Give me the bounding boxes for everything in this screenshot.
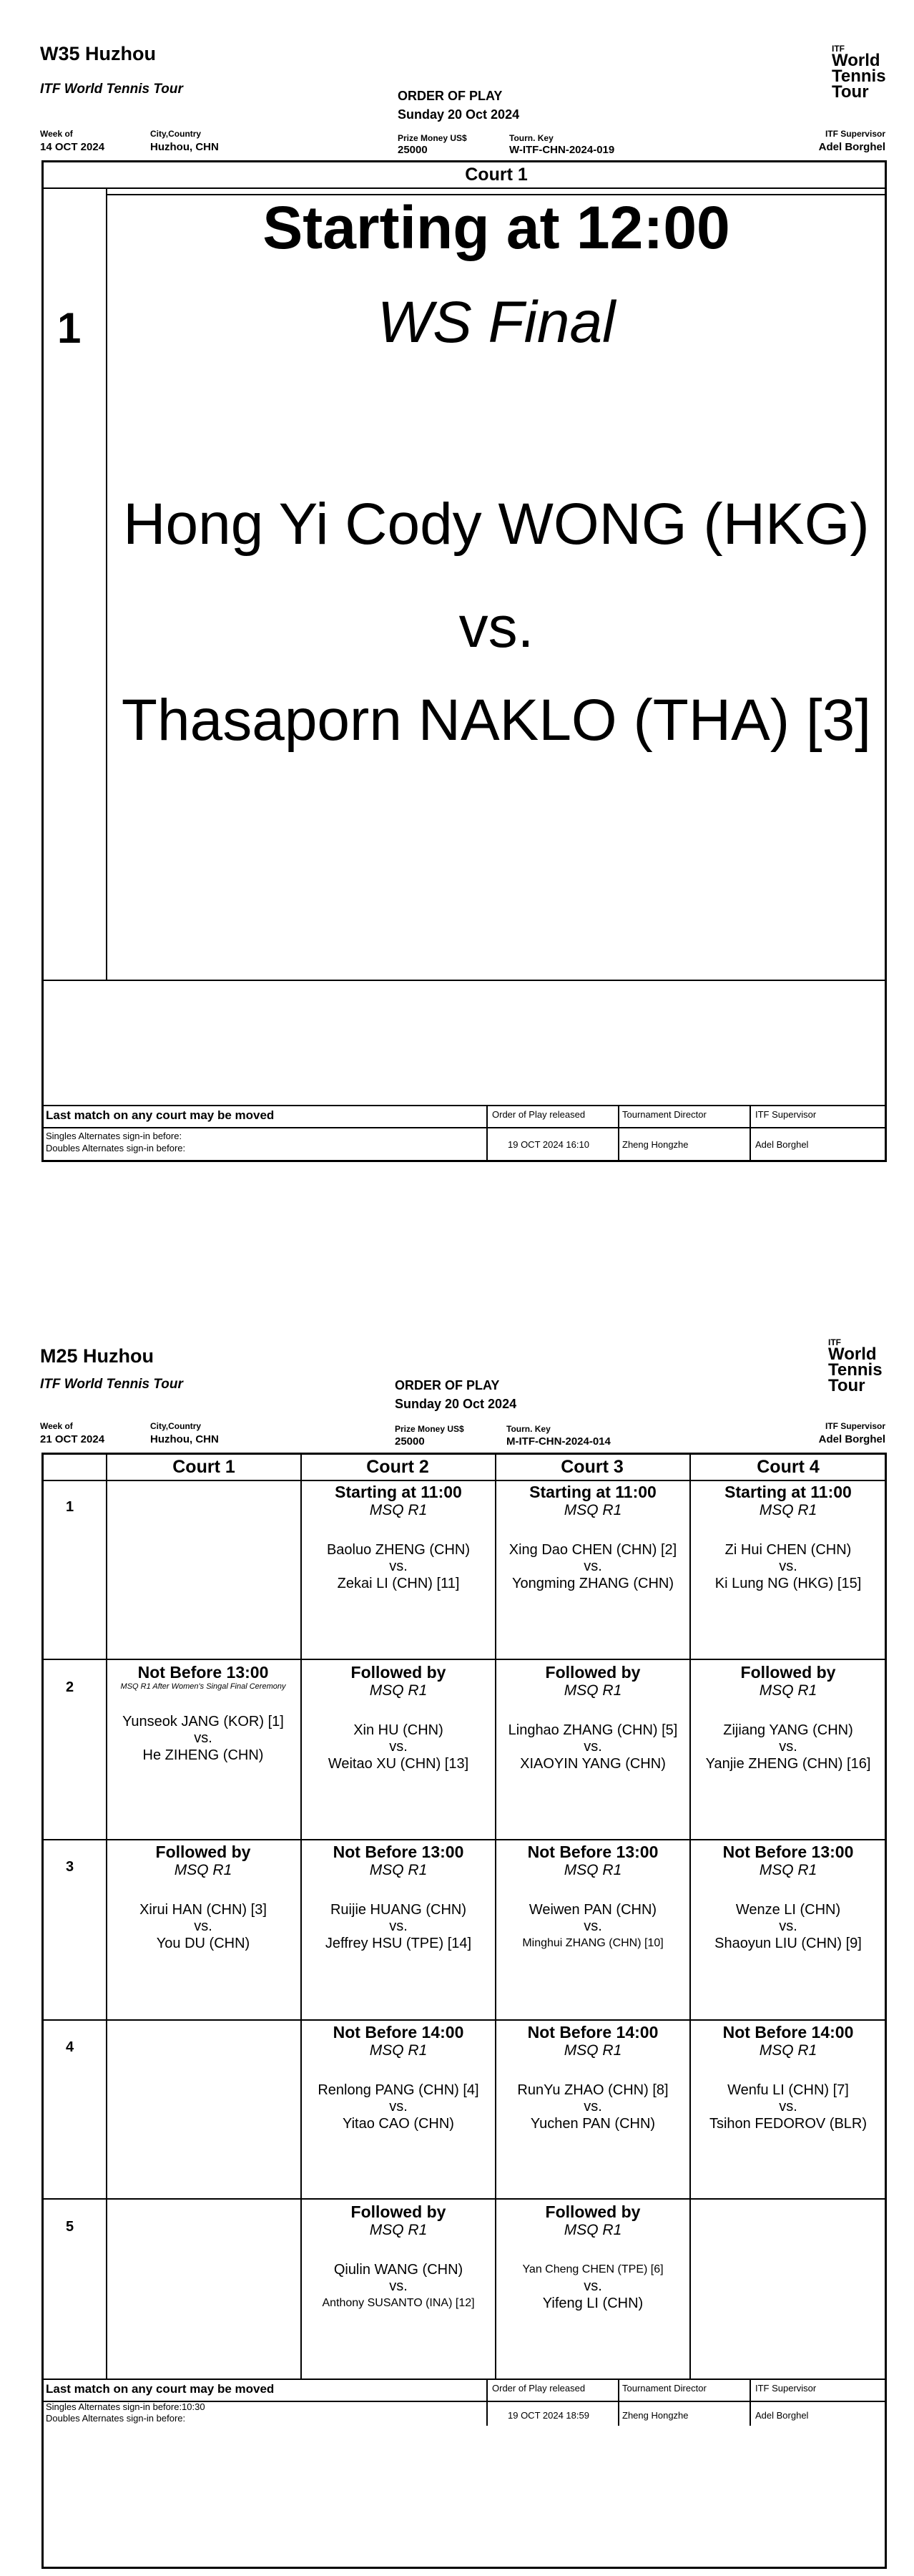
player-1-name: Wenze LI (CHN): [735, 1902, 841, 1918]
player-1-name: Xirui HAN (CHN) [3]: [139, 1902, 267, 1918]
w35-logo-line2: Tennis: [832, 67, 886, 86]
player-2-name: Zekai LI (CHN) [11]: [337, 1576, 460, 1591]
match-event: MSQ R1: [369, 2222, 428, 2238]
m25-logo-itf: ITF: [828, 1337, 841, 1347]
match-cell: [302, 2202, 495, 2312]
w35-key-value: W-ITF-CHN-2024-019: [509, 144, 615, 156]
vs-label: vs.: [584, 1558, 602, 1574]
m25-itf-world-tennis-tour-logo: [828, 1338, 883, 1394]
match-start-time: Followed by: [350, 1663, 446, 1682]
m25-last-match-note: Last match on any court may be moved: [46, 2382, 275, 2396]
match-event: MSQ R1: [174, 1862, 232, 1878]
match-cell: [691, 2202, 885, 2261]
vs-label: vs.: [584, 1918, 602, 1934]
match-start-time: Followed by: [545, 2202, 641, 2221]
cell-spacer: [496, 2060, 689, 2082]
player-2-name: Yuchen PAN (CHN): [530, 2116, 656, 2132]
player-2-name: Yitao CAO (CHN): [343, 2116, 454, 2132]
match-event: [107, 2041, 299, 2060]
vs-label: vs.: [779, 1558, 797, 1574]
m25-row-number-5: 5: [66, 2219, 74, 2235]
m25-row-number-4: 4: [66, 2039, 74, 2055]
m25-sup-label-footer: ITF Supervisor: [755, 2383, 817, 2394]
match-cell: [302, 1663, 495, 1772]
m25-court-header-2: Court 2: [366, 1457, 429, 1477]
m25-city-label: City,Country: [150, 1421, 202, 1431]
w35-sup-value-footer: Adel Borghel: [755, 1139, 809, 1150]
player-1-name: Xing Dao CHEN (CHN) [2]: [508, 1542, 677, 1558]
match-start-time: Followed by: [350, 2202, 446, 2221]
vs-label: vs.: [779, 2099, 797, 2114]
match-cell: [691, 1843, 885, 1952]
match-start-time: Followed by: [740, 1663, 836, 1682]
vs-label: vs.: [779, 1739, 797, 1755]
match-cell: [302, 1483, 495, 1592]
m25-doubles-alternates: Doubles Alternates sign-in before:: [46, 2413, 186, 2424]
match-start-time: [107, 2202, 299, 2221]
w35-tournament-title: W35 Huzhou: [40, 43, 156, 64]
player-2-name: Ki Lung NG (HKG) [15]: [714, 1576, 862, 1591]
vs-label: vs.: [584, 2099, 602, 2114]
match-start-time: Starting at 11:00: [529, 1483, 657, 1501]
player-2-name: He ZIHENG (CHN): [142, 1747, 264, 1763]
vs-label: vs.: [194, 1918, 212, 1934]
m25-court-header-1: Court 1: [172, 1457, 235, 1477]
match-start-time: Followed by: [545, 1663, 641, 1682]
match-event: [691, 2221, 885, 2240]
w35-court-header: Court 1: [465, 165, 528, 185]
player-2-name: Yifeng LI (CHN): [542, 2296, 644, 2311]
match-cell: [691, 1663, 885, 1772]
match-event: MSQ R1: [564, 1502, 622, 1518]
itf-world-tennis-tour-logo: [832, 44, 886, 100]
match-cell: [107, 1843, 299, 1952]
player-2-name: Shaoyun LIU (CHN) [9]: [714, 1936, 862, 1951]
m25-key-label: Tourn. Key: [506, 1424, 551, 1434]
match-event: MSQ R1: [369, 1502, 428, 1518]
match-event: MSQ R1: [564, 2222, 622, 2238]
cell-spacer: [302, 1700, 495, 1722]
match-event: MSQ R1: [759, 2042, 817, 2059]
player-1-name: Ruijie HUANG (CHN): [330, 1902, 466, 1918]
m25-prize-label: Prize Money US$: [395, 1424, 464, 1434]
cell-spacer: [496, 1880, 689, 1901]
match-cell: [107, 1663, 299, 1764]
player-2-name: XIAOYIN YANG (CHN): [520, 1756, 666, 1772]
match-cell: [302, 2023, 495, 2132]
cell-spacer: [302, 2240, 495, 2261]
w35-player-2: Thasaporn NAKLO (THA) [3]: [121, 688, 872, 753]
match-start-time: Starting at 11:00: [724, 1483, 852, 1501]
match-cell: [107, 2202, 299, 2261]
cell-spacer: [302, 2060, 495, 2082]
match-event: MSQ R1: [564, 1862, 622, 1878]
w35-supervisor-label: ITF Supervisor: [825, 129, 885, 139]
match-start-time: Starting at 11:00: [335, 1483, 462, 1501]
match-start-time: Not Before 13:00: [137, 1663, 269, 1682]
m25-court-header-3: Court 3: [561, 1457, 624, 1477]
w35-logo-itf: ITF: [832, 44, 845, 54]
player-1-name: Zijiang YANG (CHN): [723, 1722, 853, 1738]
match-note: MSQ R1 After Women's Singal Final Ceremony: [120, 1682, 286, 1691]
vs-label: vs.: [389, 1558, 408, 1574]
match-cell: [496, 1843, 689, 1952]
match-start-time: Not Before 13:00: [527, 1843, 659, 1861]
w35-supervisor-value: Adel Borghel: [818, 141, 885, 153]
w35-footer-top-line: [41, 1105, 887, 1106]
player-1-name: Baoluo ZHENG (CHN): [326, 1542, 471, 1558]
w35-footer-divider-3: [750, 1105, 751, 1162]
player-1-name: Weiwen PAN (CHN): [529, 1902, 657, 1918]
cell-spacer: [302, 1520, 495, 1541]
m25-supervisor-value: Adel Borghel: [818, 1433, 885, 1445]
w35-footer-divider-2: [618, 1105, 619, 1162]
m25-court-header-4: Court 4: [757, 1457, 820, 1477]
m25-footer-divider-2: [618, 2379, 619, 2426]
match-start-time: Not Before 13:00: [333, 1843, 464, 1861]
match-cell: [107, 1483, 299, 1541]
m25-logo-line3: Tour: [828, 1376, 865, 1395]
w35-event-name: WS Final: [377, 290, 616, 355]
m25-week-value: 21 OCT 2024: [40, 1433, 105, 1445]
w35-singles-alternates: Singles Alternates sign-in before:: [46, 1131, 182, 1141]
cell-spacer: [691, 1700, 885, 1722]
cell-spacer: [107, 2240, 299, 2261]
w35-row-number: 1: [57, 304, 82, 352]
player-1-name: Zi Hui CHEN (CHN): [724, 1542, 852, 1558]
w35-vs-label: vs.: [458, 595, 534, 660]
player-1-name: Xin HU (CHN): [353, 1722, 443, 1738]
match-start-time: Followed by: [155, 1843, 251, 1861]
match-event: [107, 1501, 299, 1520]
match-event: MSQ R1: [564, 1682, 622, 1699]
player-2-name: Minghui ZHANG (CHN) [10]: [522, 1937, 664, 1949]
m25-singles-alternates: Singles Alternates sign-in before:10:30: [46, 2401, 205, 2412]
w35-key-label: Tourn. Key: [509, 133, 554, 143]
w35-sup-label-footer: ITF Supervisor: [755, 1109, 817, 1120]
vs-label: vs.: [389, 1739, 408, 1755]
w35-oop-title: ORDER OF PLAY: [398, 89, 503, 103]
match-start-time: [107, 1483, 299, 1501]
match-cell: [302, 1843, 495, 1952]
cell-spacer: [691, 1880, 885, 1901]
vs-label: vs.: [194, 1730, 212, 1746]
w35-last-match-note: Last match on any court may be moved: [46, 1108, 275, 1122]
m25-footer-divider-3: [750, 2379, 751, 2426]
player-2-name: Anthony SUSANTO (INA) [12]: [322, 2297, 475, 2309]
m25-td-value: Zheng Hongzhe: [622, 2410, 689, 2421]
w35-prize-label: Prize Money US$: [398, 133, 467, 143]
player-1-name: Qiulin WANG (CHN): [333, 2262, 463, 2278]
match-cell: [691, 1483, 885, 1592]
match-event: MSQ R1: [369, 1862, 428, 1878]
cell-spacer: [107, 1520, 299, 1541]
cell-spacer: [107, 1692, 299, 1713]
match-start-time: [691, 2202, 885, 2221]
w35-released-label: Order of Play released: [492, 1109, 586, 1120]
cell-spacer: [302, 1880, 495, 1901]
match-event: MSQ R1: [564, 2042, 622, 2059]
m25-order-of-play-sheet: [0, 1317, 914, 2562]
w35-week-value: 14 OCT 2024: [40, 141, 105, 153]
m25-oop-title: ORDER OF PLAY: [395, 1378, 500, 1392]
cell-spacer: [691, 2240, 885, 2261]
m25-week-label: Week of: [40, 1421, 73, 1431]
m25-row-number-1: 1: [66, 1499, 74, 1515]
m25-key-value: M-ITF-CHN-2024-014: [506, 1435, 611, 1448]
match-start-time: Not Before 14:00: [722, 2023, 854, 2041]
w35-footer-mid-line: [41, 1127, 887, 1128]
vs-label: vs.: [584, 1739, 602, 1755]
w35-order-of-play-sheet: [0, 0, 914, 1174]
m25-tour-name: ITF World Tennis Tour: [40, 1377, 183, 1392]
cell-spacer: [496, 1700, 689, 1722]
player-2-name: Tsihon FEDOROV (BLR): [709, 2116, 868, 2132]
player-2-name: Yanjie ZHENG (CHN) [16]: [705, 1756, 871, 1772]
w35-week-label: Week of: [40, 129, 73, 139]
w35-row-bottom-line: [41, 980, 887, 981]
match-start-time: [107, 2023, 299, 2041]
match-start-time: Not Before 14:00: [527, 2023, 659, 2041]
match-event: MSQ R1: [759, 1502, 817, 1518]
match-cell: [107, 2023, 299, 2082]
player-1-name: Yunseok JANG (KOR) [1]: [122, 1714, 284, 1729]
match-event: MSQ R1: [369, 1682, 428, 1699]
m25-supervisor-label: ITF Supervisor: [825, 1421, 885, 1431]
vs-label: vs.: [389, 2099, 408, 2114]
m25-released-label: Order of Play released: [492, 2383, 586, 2394]
vs-label: vs.: [389, 2278, 408, 2294]
match-event: [107, 2221, 299, 2240]
w35-doubles-alternates: Doubles Alternates sign-in before:: [46, 1143, 186, 1153]
w35-header-divider: [41, 187, 887, 189]
w35-start-time: Starting at 12:00: [262, 194, 730, 261]
vs-label: vs.: [779, 1918, 797, 1934]
cell-spacer: [496, 2240, 689, 2261]
m25-row-number-3: 3: [66, 1859, 74, 1875]
m25-row-line-3: [41, 2019, 887, 2021]
m25-row-line-2: [41, 1839, 887, 1840]
m25-prize-value: 25000: [395, 1435, 425, 1448]
player-2-name: Yongming ZHANG (CHN): [512, 1576, 674, 1591]
m25-row-line-4: [41, 2198, 887, 2200]
w35-city-label: City,Country: [150, 129, 202, 139]
m25-city-value: Huzhou, CHN: [150, 1433, 219, 1445]
match-cell: [691, 2023, 885, 2132]
m25-logo-line2: Tennis: [828, 1360, 883, 1380]
w35-tour-name: ITF World Tennis Tour: [40, 82, 183, 97]
m25-sup-value-footer: Adel Borghel: [755, 2410, 809, 2421]
match-start-time: Not Before 13:00: [722, 1843, 854, 1861]
w35-logo-line3: Tour: [832, 82, 869, 102]
cell-spacer: [107, 1880, 299, 1901]
match-event: MSQ R1: [759, 1862, 817, 1878]
match-event: MSQ R1: [369, 2042, 428, 2059]
vs-label: vs.: [389, 1918, 408, 1934]
m25-footer-divider-1: [486, 2379, 488, 2426]
w35-prize-value: 25000: [398, 144, 428, 156]
m25-tournament-title: M25 Huzhou: [40, 1345, 154, 1367]
player-2-name: Weitao XU (CHN) [13]: [328, 1756, 469, 1772]
player-1-name: Linghao ZHANG (CHN) [5]: [508, 1722, 678, 1738]
cell-spacer: [107, 2060, 299, 2082]
w35-logo-line1: World: [832, 51, 880, 70]
player-1-name: Renlong PANG (CHN) [4]: [318, 2082, 479, 2098]
w35-td-label: Tournament Director: [622, 1109, 707, 1120]
cell-spacer: [691, 1520, 885, 1541]
match-event: MSQ R1: [759, 1682, 817, 1699]
w35-player-1: Hong Yi Cody WONG (HKG): [123, 492, 870, 557]
w35-released-value: 19 OCT 2024 16:10: [508, 1139, 589, 1150]
w35-oop-date: Sunday 20 Oct 2024: [398, 107, 520, 122]
match-start-time: Not Before 14:00: [333, 2023, 464, 2041]
m25-header-line: [41, 1480, 887, 1481]
player-1-name: Wenfu LI (CHN) [7]: [727, 2082, 849, 2098]
m25-logo-line1: World: [828, 1345, 877, 1364]
player-1-name: RunYu ZHAO (CHN) [8]: [517, 2082, 669, 2098]
m25-row-line-1: [41, 1659, 887, 1660]
cell-spacer: [496, 1520, 689, 1541]
m25-row-line-5: [41, 2379, 887, 2380]
w35-td-value: Zheng Hongzhe: [622, 1139, 689, 1150]
m25-oop-date: Sunday 20 Oct 2024: [395, 1397, 517, 1411]
cell-spacer: [691, 2060, 885, 2082]
match-cell: [496, 2023, 689, 2132]
match-cell: [496, 2202, 689, 2312]
w35-city-value: Huzhou, CHN: [150, 141, 219, 153]
w35-footer-divider-1: [486, 1105, 488, 1162]
m25-td-label: Tournament Director: [622, 2383, 707, 2394]
m25-row-number-2: 2: [66, 1679, 74, 1695]
match-cell: [496, 1663, 689, 1772]
match-cell: [496, 1483, 689, 1592]
vs-label: vs.: [584, 2278, 602, 2294]
player-2-name: Jeffrey HSU (TPE) [14]: [325, 1936, 472, 1951]
player-2-name: You DU (CHN): [156, 1936, 250, 1951]
player-1-name: Yan Cheng CHEN (TPE) [6]: [522, 2263, 664, 2275]
m25-released-value: 19 OCT 2024 18:59: [508, 2410, 589, 2421]
